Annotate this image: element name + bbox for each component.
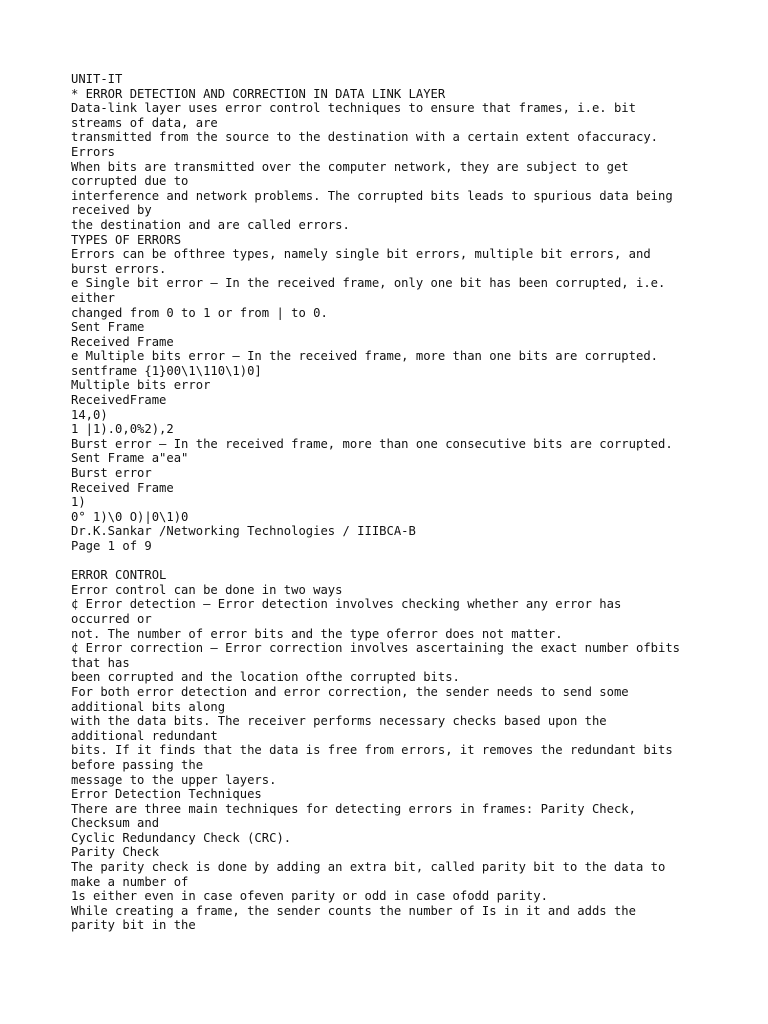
- text-line: received by: [71, 203, 152, 218]
- text-line: Checksum and: [71, 816, 160, 831]
- text-line: Errors: [71, 144, 116, 159]
- text-line: * ERROR DETECTION AND CORRECTION IN DATA LINK LAYER: [71, 86, 446, 101]
- page-gap: [71, 554, 711, 569]
- text-line: When bits are transmitted over the computer network, they are subject to get: [71, 159, 629, 174]
- text-line: 0° 1)\0 O)|0\1)0: [71, 509, 189, 524]
- text-line: TYPES OF ERRORS: [71, 232, 182, 247]
- text-line: Errors can be ofthree types, namely single bit errors, multiple bit errors, and: [71, 247, 651, 262]
- page-2-section: [71, 568, 711, 933]
- text-line: ReceivedFrame: [71, 393, 167, 408]
- text-line: make a number of: [71, 874, 189, 889]
- text-line: ERROR CONTROL: [71, 568, 167, 583]
- text-line: Error Detection Techniques: [71, 787, 262, 802]
- text-line: additional bits along: [71, 699, 226, 714]
- text-line: ¢ Error detection — Error detection involves checking whether any error has: [71, 597, 622, 612]
- text-line: interference and network problems. The corrupted bits leads to spurious data being: [71, 188, 673, 203]
- text-line: Multiple bits error: [71, 378, 211, 393]
- text-line: Sent Frame a"ea": [71, 451, 189, 466]
- text-line: transmitted from the source to the destination with a certain extent ofaccuracy.: [71, 130, 658, 145]
- text-line: While creating a frame, the sender counts the number of Is in it and adds the: [71, 903, 636, 918]
- text-line: Dr.K.Sankar /Networking Technologies / IIIBCA-B: [71, 524, 416, 539]
- text-line: ¢ Error correction — Error correction involves ascertaining the exact number ofbits: [71, 641, 681, 656]
- text-line: been corrupted and the location ofthe corrupted bits.: [71, 670, 460, 685]
- text-line: Burst error: [71, 466, 152, 481]
- text-line: that has: [71, 655, 130, 670]
- text-line: the destination and are called errors.: [71, 217, 350, 232]
- text-line: For both error detection and error correction, the sender needs to send some: [71, 684, 629, 699]
- text-line: either: [71, 290, 116, 305]
- text-line: message to the upper layers.: [71, 772, 277, 787]
- text-line: parity bit in the: [71, 918, 196, 933]
- text-line: burst errors.: [71, 261, 167, 276]
- text-line: additional redundant: [71, 728, 218, 743]
- text-line: corrupted due to: [71, 174, 189, 189]
- text-line: before passing the: [71, 757, 204, 772]
- text-line: Received Frame: [71, 334, 174, 349]
- text-line: 1): [71, 495, 86, 510]
- text-line: There are three main techniques for detecting errors in frames: Parity Check,: [71, 801, 636, 816]
- text-line: Parity Check: [71, 845, 160, 860]
- text-line: with the data bits. The receiver performs necessary checks based upon the: [71, 714, 607, 729]
- text-line: Error control can be done in two ways: [71, 582, 343, 597]
- text-line: 1 |1).0,0%2),2: [71, 422, 174, 437]
- text-line: Data-link layer uses error control techniques to ensure that frames, i.e. bit: [71, 101, 636, 116]
- text-line: 14,0): [71, 407, 108, 422]
- text-line: streams of data, are: [71, 115, 218, 130]
- text-line: Burst error — In the received frame, more than one consecutive bits are corrupted.: [71, 436, 673, 451]
- text-line: bits. If it finds that the data is free from errors, it removes the redundant bits: [71, 743, 673, 758]
- text-line: sentframe {1}00\1\110\1)0]: [71, 363, 262, 378]
- text-line: e Multiple bits error — In the received frame, more than one bits are corrupted.: [71, 349, 658, 364]
- page-1-section: [71, 72, 711, 554]
- text-line: Sent Frame: [71, 320, 145, 335]
- text-line: e Single bit error — In the received frame, only one bit has been corrupted, i.e.: [71, 276, 666, 291]
- text-line: changed from 0 to 1 or from | to 0.: [71, 305, 328, 320]
- text-line: 1s either even in case ofeven parity or odd in case ofodd parity.: [71, 889, 548, 904]
- text-line: occurred or: [71, 611, 152, 626]
- document-page: [71, 72, 711, 933]
- text-line: The parity check is done by adding an extra bit, called parity bit to the data to: [71, 860, 666, 875]
- text-line: Received Frame: [71, 480, 174, 495]
- text-line: Cyclic Redundancy Check (CRC).: [71, 830, 292, 845]
- text-line: not. The number of error bits and the type oferror does not matter.: [71, 626, 563, 641]
- text-line: UNIT-IT: [71, 72, 123, 86]
- text-line: Page 1 of 9: [71, 539, 152, 553]
